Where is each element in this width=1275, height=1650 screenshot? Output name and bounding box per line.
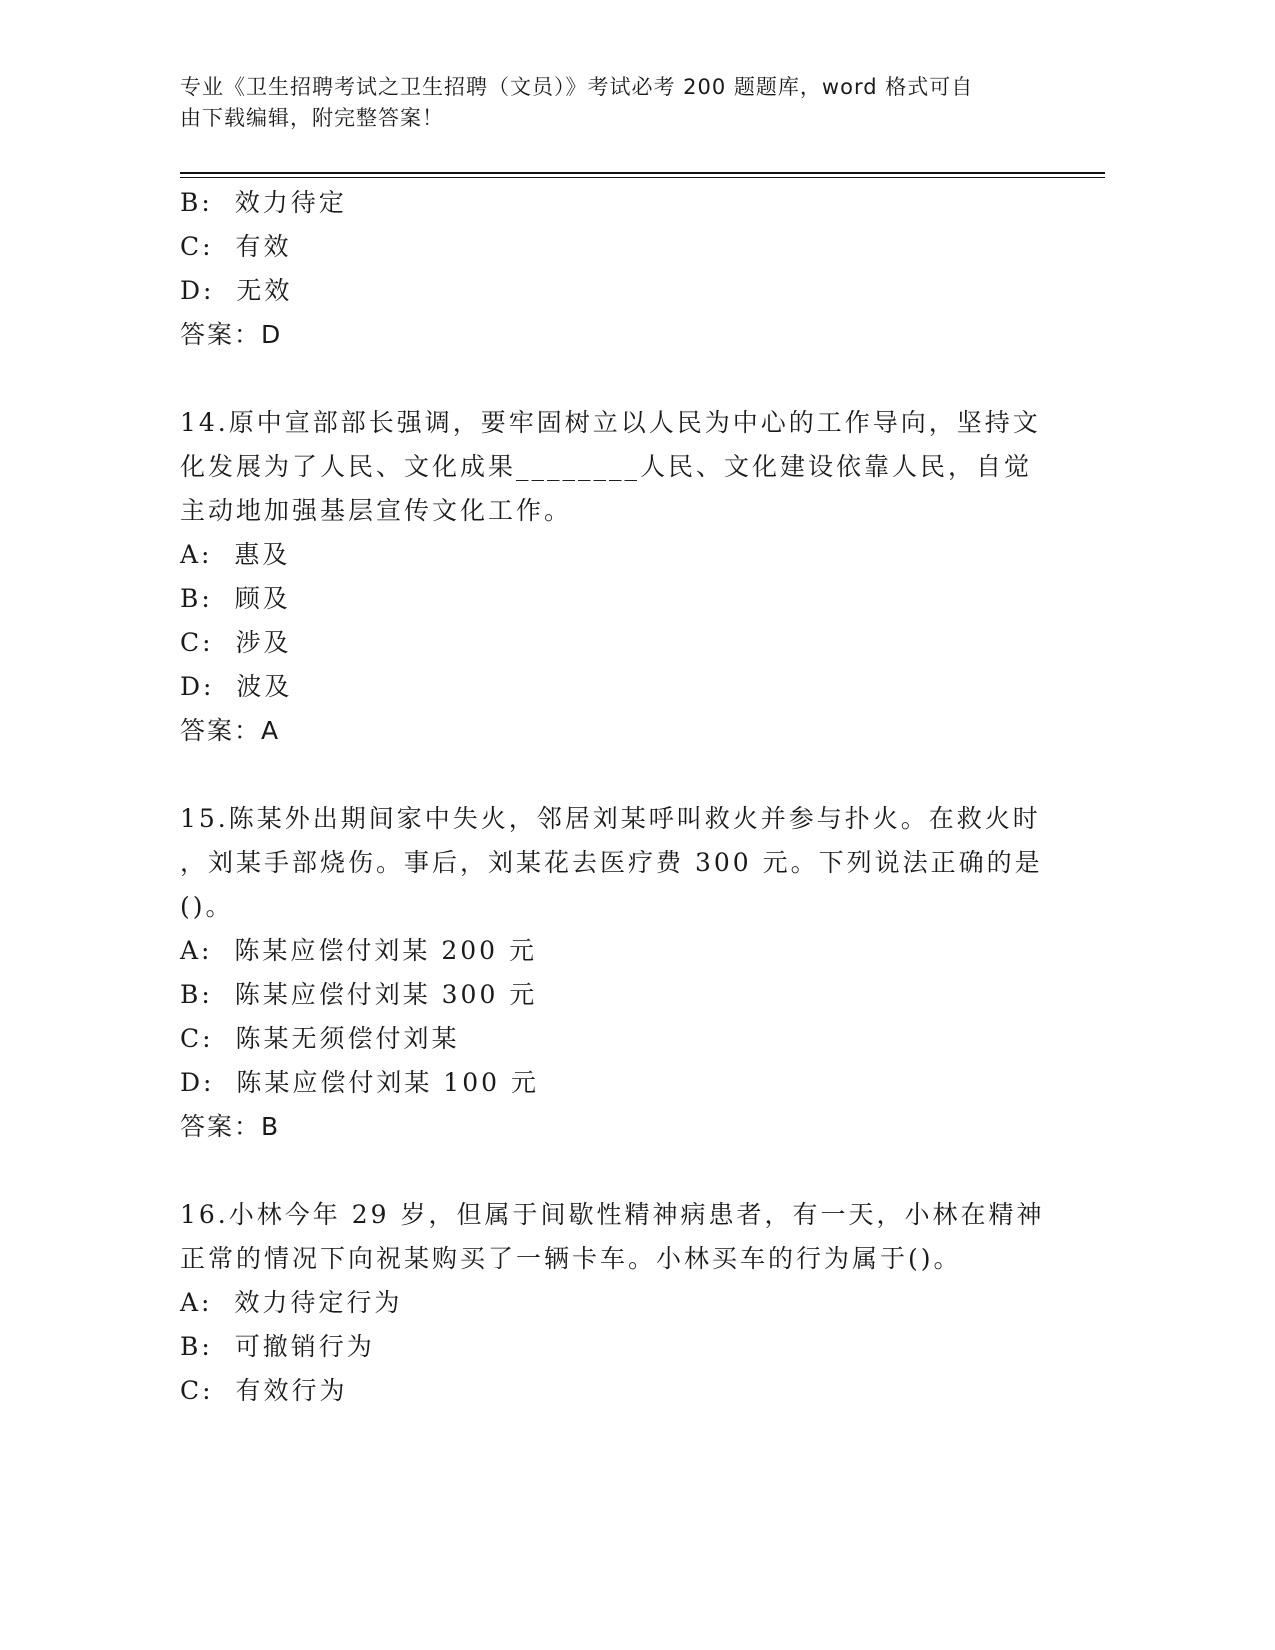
option-c: C: 涉及 bbox=[180, 628, 292, 657]
question-text-line: ，刘某手部烧伤。事后，刘某花去医疗费 300 元。下列说法正确的是 bbox=[180, 848, 1043, 877]
question-text-line: 14.原中宣部部长强调，要牢固树立以人民为中心的工作导向，坚持文 bbox=[180, 408, 1041, 437]
header-line-2: 由下载编辑，附完整答案！ bbox=[180, 106, 444, 130]
question-text-line: 15.陈某外出期间家中失火，邻居刘某呼叫救火并参与扑火。在救火时 bbox=[180, 804, 1041, 833]
header-line-1: 专业《卫生招聘考试之卫生招聘（文员）》考试必考 200 题题库，word 格式可自 bbox=[180, 75, 974, 99]
option-d: D: 无效 bbox=[180, 276, 293, 305]
option-d: D: 波及 bbox=[180, 672, 293, 701]
option-b: B: 效力待定 bbox=[180, 188, 347, 217]
option-b: B: 陈某应偿付刘某 300 元 bbox=[180, 980, 538, 1009]
option-d: D: 陈某应偿付刘某 100 元 bbox=[180, 1068, 539, 1097]
question-text-line: 化发展为了人民、文化成果________人民、文化建设依靠人民，自觉 bbox=[180, 452, 1033, 481]
option-a: A: 陈某应偿付刘某 200 元 bbox=[180, 936, 537, 965]
header-divider-thick bbox=[180, 172, 1105, 174]
question-text-line: 正常的情况下向祝某购买了一辆卡车。小林买车的行为属于()。 bbox=[180, 1244, 962, 1273]
question-14 bbox=[180, 401, 1040, 753]
question-list bbox=[180, 181, 1045, 1413]
answer: 答案：B bbox=[180, 1112, 281, 1141]
option-a: A: 惠及 bbox=[180, 540, 291, 569]
option-c: C: 有效 bbox=[180, 232, 292, 261]
header-divider-thin bbox=[180, 177, 1105, 178]
question-15 bbox=[180, 797, 1043, 1149]
question-16 bbox=[180, 1193, 1045, 1413]
question-text-line: ()。 bbox=[180, 892, 234, 921]
option-b: B: 可撤销行为 bbox=[180, 1332, 375, 1361]
answer: 答案：A bbox=[180, 716, 281, 745]
question-13-tail bbox=[180, 181, 1040, 357]
question-text-line: 主动地加强基层宣传文化工作。 bbox=[180, 496, 573, 525]
option-a: A: 效力待定行为 bbox=[180, 1288, 403, 1317]
question-text-line: 16.小林今年 29 岁，但属于间歇性精神病患者，有一天，小林在精神 bbox=[180, 1200, 1045, 1229]
option-c: C: 陈某无须偿付刘某 bbox=[180, 1024, 460, 1053]
option-b: B: 顾及 bbox=[180, 584, 291, 613]
option-c: C: 有效行为 bbox=[180, 1376, 348, 1405]
document-header bbox=[180, 72, 1060, 134]
answer: 答案：D bbox=[180, 320, 283, 349]
